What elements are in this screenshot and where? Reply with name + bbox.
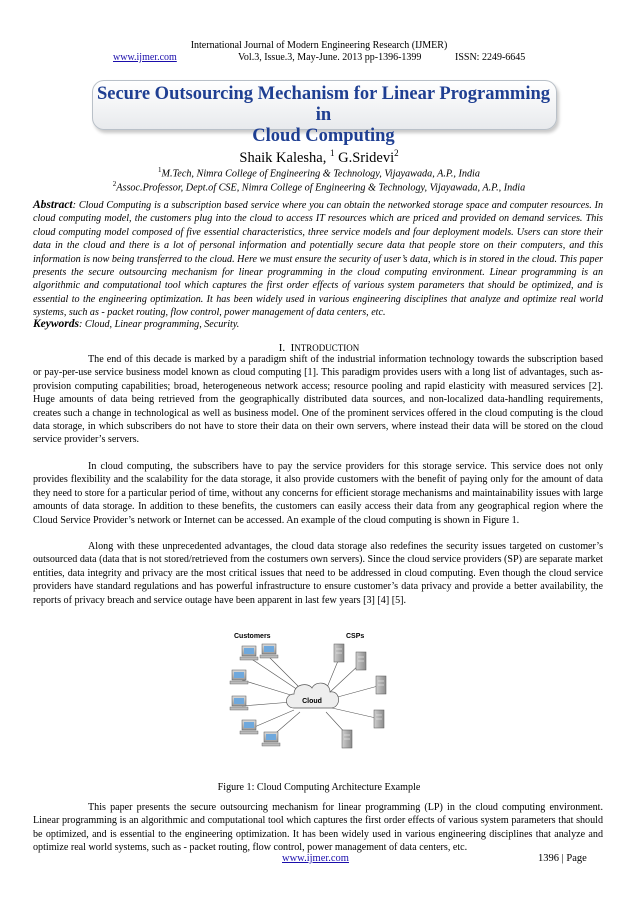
section-title-rest: NTRODUCTION [294, 343, 360, 353]
intro-paragraph-3 [33, 540, 603, 607]
section-number: I. [278, 342, 286, 354]
intro-paragraph-2 [33, 460, 603, 527]
author-1: Shaik Kalesha, [239, 149, 327, 166]
affiliation-2 [0, 178, 638, 194]
header-issn: ISSN: 2249-6645 [455, 52, 526, 63]
author-1-sup: 1 [330, 148, 335, 158]
affiliation-1-sup: 1 [158, 166, 162, 174]
server-icon [376, 676, 386, 694]
keywords [33, 318, 603, 331]
pc-icon [240, 646, 258, 660]
pc-icon [260, 644, 278, 658]
customer-computer-icons [230, 644, 280, 746]
pc-icon [230, 670, 248, 684]
abstract-text: : Cloud Computing is a subscription based service where you can obtain the networked storage space and computer resources. In cloud computing model, the customers plug into the cloud to access IT resources which are priced and provided on demand services. This cloud computing model composed of five essential characteristics, three service models and four deployment models. Users can store their data in the cloud and there is a lot of personal information and potentially secure data that people store on their computers, and this information is now being transferred to the cloud. Here we must ensure the security of user’s data, which is in stored in the cloud. This paper presents the secure outsourcing mechanism for linear programming in the cloud computing environment. Linear programming is an algorithmic and computational tool which captures the first order effects of various system parameters that should be optimized, and is essential to the engineering optimization. It has been widely used in various engineering disciplines that analyze and optimize real world systems, such as - packet routing, flow control, power management of data centers, etc. [33, 200, 603, 319]
figure-caption: Figure 1: Cloud Computing Architecture Example [217, 782, 421, 793]
intro-paragraph-1-text: The end of this decade is marked by a paradigm shift of the industrial information technology towards the subscription based or pay-per-use service business model known as cloud computing [1]. This paradigm provides users with a long list of advantages, such as- provision computing capabilities; broad, heterogeneous network access; resource pooling and rapid elasticity with measured services [2]. Huge amounts of data being retrieved from the geographically distributed data sources, and non-localized data-handling requirements, creates such a change in technological as well as business model. One of the prominent services offered in the cloud computing is the cloud data storage, in which subscribers do not have to store their data on their own servers, where instead their data will be stored on the cloud service provider’s servers. [33, 354, 603, 446]
server-icon [374, 710, 384, 728]
header-website-link[interactable]: www.ijmer.com [113, 52, 177, 63]
intro-paragraph-2-text: In cloud computing, the subscribers have to pay the service providers for this storage service. This service does not only provides flexibility and the scalability for the data storage, it also provide customers with the benefit of paying only for the amount of data they need to store for a particular period of time, without any concerns for efficient storage mechanisms and maintainability issues with large amounts of data storage. In addition to these benefits, the customers can easily access their data from any geographical region where the Cloud Service Provider’s network or Internet can be accessed. An example of the cloud computing is shown in Figure 1. [33, 461, 603, 526]
pc-icon [230, 696, 248, 710]
server-icon [356, 652, 366, 670]
journal-header: International Journal of Modern Engineering Research (IJMER) [190, 40, 448, 51]
cloud-architecture-figure [228, 628, 410, 774]
keywords-label: Keywords [33, 318, 79, 330]
title-line-2: Cloud Computing [252, 126, 395, 146]
server-icon [342, 730, 352, 748]
intro-paragraph-3-text: Along with these unprecedented advantages, the cloud data storage also redefines the security issues targeted on customer’s outsourced data (data that is not stored/retrieved from the costumers own servers). Since the cloud service providers (SP) are separate market entities, data integrity and privacy are the most critical issues that need to be addressed in cloud computing. Even though the cloud service providers have standard regulations and has powerful infrastructure to ensure customer’s data privacy and provide a better availability, the reports of privacy breach and service outage have been apparent in last few years [3] [4] [5]. [33, 541, 603, 606]
section-initial: I [290, 342, 295, 354]
author-2-sup: 2 [394, 148, 399, 158]
affiliation-2-sup: 2 [112, 180, 117, 188]
paper-title [92, 84, 555, 147]
intro-paragraph-4 [33, 801, 603, 855]
intro-paragraph-4-text: This paper presents the secure outsourcing mechanism for linear programming (LP) in the cloud computing environment. Linear programming is an algorithmic and computational tool which captures the first order effects of various system parameters that should be optimized, and is essential to the engineering optimization. It has been widely used in various engineering disciplines that analyze and optimize real world systems, such as - packet routing, flow control, power management of data centers, etc. [33, 802, 603, 854]
pc-icon [240, 720, 258, 734]
keywords-text: : Cloud, Linear programming, Security. [79, 319, 240, 330]
author-2: G.Sridevi [338, 149, 395, 166]
header-volume: Vol.3, Issue.3, May-June. 2013 pp-1396-1399 [238, 52, 422, 63]
figure-label-cloud: Cloud [302, 698, 322, 705]
abstract-label: Abstract [33, 199, 73, 211]
figure-label-csps: CSPs [346, 633, 365, 640]
figure-label-customers: Customers [234, 633, 271, 640]
page-number: 1396 | Page [538, 853, 587, 864]
cloud-icon [287, 683, 339, 708]
abstract [33, 199, 603, 320]
server-icon [334, 644, 344, 662]
affiliation-1-text: M.Tech, Nimra College of Engineering & Technology, Vijayawada, A.P., India [161, 168, 480, 180]
footer-website-link[interactable]: www.ijmer.com [282, 853, 349, 864]
title-line-1: Secure Outsourcing Mechanism for Linear Programming in [96, 84, 551, 125]
intro-paragraph-1 [33, 353, 603, 447]
pc-icon [262, 732, 280, 746]
affiliation-2-text: Assoc.Professor, Dept.of CSE, Nimra College of Engineering & Technology, Vijayawada, A.P., India [116, 182, 526, 194]
